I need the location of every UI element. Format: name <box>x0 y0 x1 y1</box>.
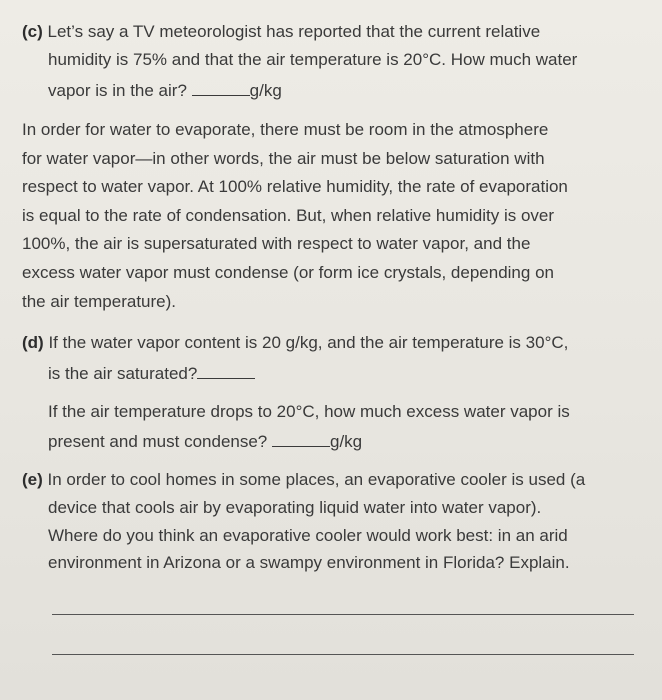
part-c-label: (c) <box>22 22 43 41</box>
part-d-question-2: present and must condense? <box>48 432 268 451</box>
part-d-q2-line-1: If the air temperature drops to 20°C, how much excess water vapor is <box>48 402 570 421</box>
part-c-question: vapor is in the air? <box>48 81 187 100</box>
part-e-line-3: Where do you think an evaporative cooler would work best: in an arid <box>48 526 568 545</box>
part-d-unit: g/kg <box>330 432 363 451</box>
part-e-line-1 <box>22 470 585 490</box>
part-d-excess-answer-blank[interactable] <box>272 430 330 447</box>
part-d-q2-line-2 <box>48 430 362 452</box>
part-e-line-4: environment in Arizona or a swampy environment in Florida? Explain. <box>48 553 570 572</box>
paragraph-line: for water vapor—in other words, the air must be below saturation with <box>22 149 545 168</box>
part-c-line-1 <box>22 22 540 42</box>
paragraph-line: In order for water to evaporate, there must be room in the atmosphere <box>22 120 549 139</box>
part-e-label: (e) <box>22 470 43 489</box>
part-d-question-1: is the air saturated? <box>48 364 198 383</box>
paragraph-line: is equal to the rate of condensation. But, when relative humidity is over <box>22 206 555 225</box>
part-c-answer-blank[interactable] <box>192 79 250 96</box>
part-c-unit: g/kg <box>249 81 282 100</box>
part-e-text-1: In order to cool homes in some places, an evaporative cooler is used (a <box>47 470 586 489</box>
part-c-text-1: Let’s say a TV meteorologist has reported that the current relative <box>47 22 541 41</box>
part-d-line-1 <box>22 333 568 353</box>
paragraph-line: respect to water vapor. At 100% relative humidity, the rate of evaporation <box>22 177 568 196</box>
answer-line-2[interactable] <box>52 654 634 655</box>
part-e-line-2: device that cools air by evaporating liquid water into water vapor). <box>48 498 542 517</box>
part-c-line-3 <box>48 79 282 101</box>
answer-line-1[interactable] <box>52 614 634 615</box>
part-d-line-2 <box>48 362 255 384</box>
paragraph-line: 100%, the air is supersaturated with respect to water vapor, and the <box>22 234 531 253</box>
part-c-line-2: humidity is 75% and that the air temperature is 20°C. How much water <box>48 50 578 69</box>
paragraph-line: excess water vapor must condense (or form ice crystals, depending on <box>22 263 554 282</box>
paragraph-line: the air temperature). <box>22 292 177 311</box>
part-d-label: (d) <box>22 333 44 352</box>
part-d-saturated-answer-blank[interactable] <box>197 362 255 379</box>
part-d-text-1: If the water vapor content is 20 g/kg, and the air temperature is 30°C, <box>48 333 569 352</box>
